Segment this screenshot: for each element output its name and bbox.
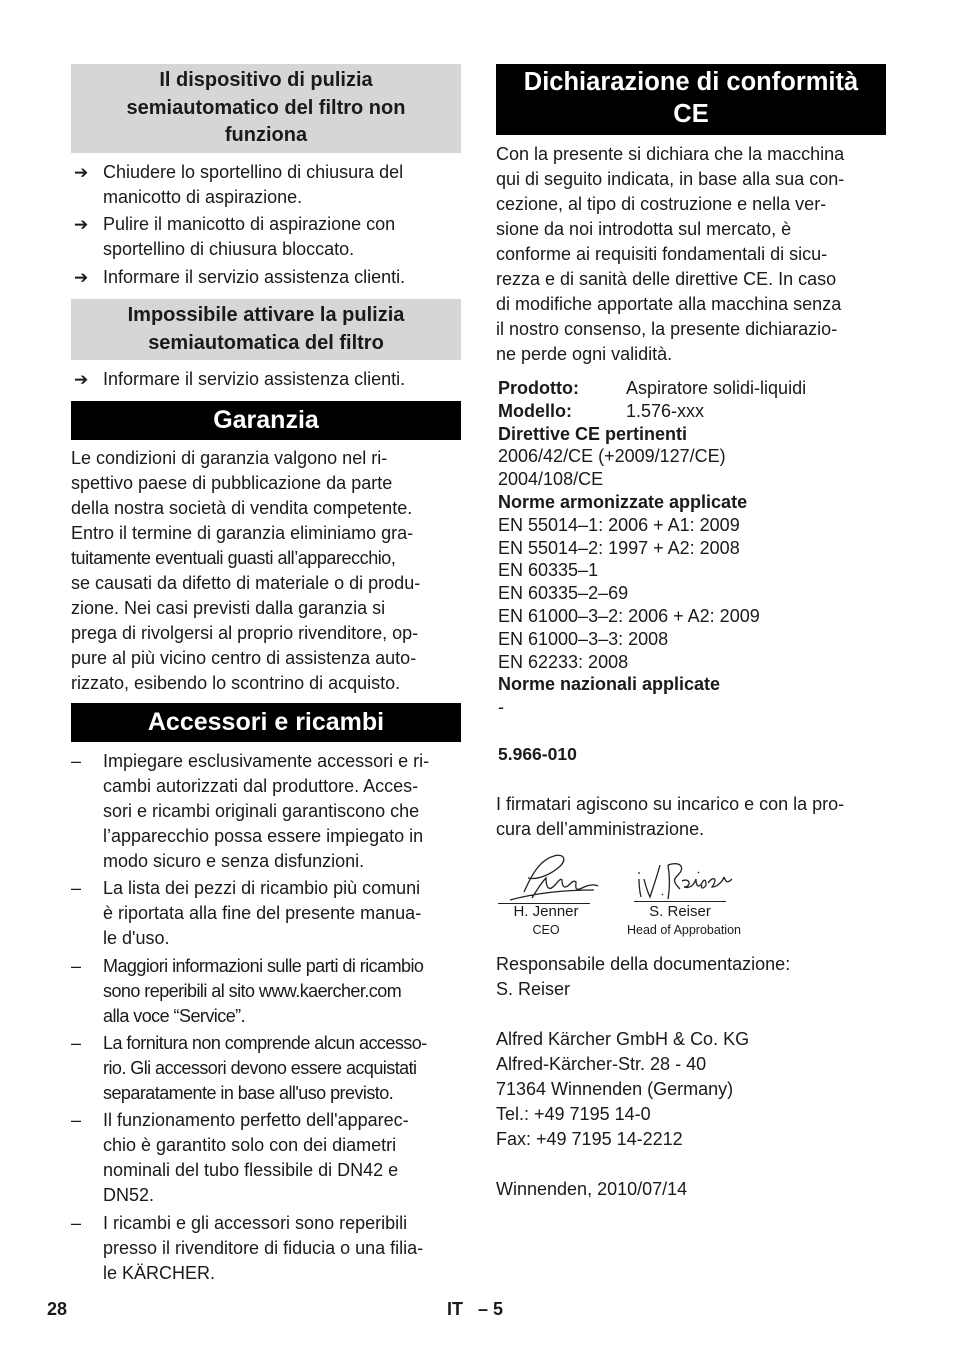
place-and-date: Winnenden, 2010/07/14 xyxy=(496,1179,688,1199)
signer2-role: Head of Approbation xyxy=(627,923,741,937)
dash-bullet: – xyxy=(71,1033,82,1053)
signature-reiser xyxy=(634,855,734,905)
heading-line: CE xyxy=(673,100,709,128)
list-item: – I ricambi e gli accessori sono reperibili presso il rivenditore di fiducia o una filia- le KÄRCHER. xyxy=(71,1213,424,1283)
signer1-role: CEO xyxy=(532,923,560,937)
heading-line: Impossibile attivare la pulizia xyxy=(127,304,405,326)
list-item: – La lista dei pezzi di ricambio più comuni è riportata alla fine del presente manua- le d'uso. xyxy=(71,878,422,948)
heading-line: semiautomatica del filtro xyxy=(148,331,384,354)
garanzia-paragraph: Le condizioni di garanzia valgono nel ri- spettivo paese di pubblicazione da parte della nostra società di vendita competente. Entro il termine di garanzia eliminiamo gra- tuitamente eventuali guasti all’apparecchio, se causati da difetto di materiale o di produ- zione. Nei casi previsti dalla garanzia si prega di rivolgersi al proprio rivenditore, op- pure al più vicino centro di assistenza auto- rizzato, esibendo lo scontrino di acquisto. xyxy=(71,448,421,693)
heading-line: Dichiarazione di conformità xyxy=(523,68,859,96)
signer1-name: H. Jenner xyxy=(513,903,579,920)
heading-line: Il dispositivo di pulizia xyxy=(159,69,373,91)
signature-line xyxy=(634,901,726,902)
instruction-item: ➔ Informare il servizio assistenza clienti. xyxy=(71,367,461,392)
heading-line: funziona xyxy=(224,124,308,146)
arrow-icon: ➔ xyxy=(74,370,89,389)
arrow-icon: ➔ xyxy=(74,268,89,287)
section-heading-accessori: Accessori e ricambi xyxy=(71,703,461,742)
section-heading-garanzia: Garanzia xyxy=(71,401,461,440)
section-heading-cannot-activate-cleaning xyxy=(71,299,461,360)
national-norms-label: Norme nazionali applicate xyxy=(498,674,721,695)
document-number: 5.966-010 xyxy=(498,744,577,764)
list-item: – Impiegare esclusivamente accessori e ri- cambi autorizzati dal produttore. Acces- sori e ricambi originali garantiscono che l’apparecchio possa essere impiegato in modo sicuro e senza disfunzioni. xyxy=(71,751,430,871)
list-item: – Maggiori informazioni sulle parti di ricambio sono reperibili al sito www.kaercher.com alla voce “Service”. xyxy=(71,956,424,1026)
dash-bullet: – xyxy=(71,878,82,898)
dash-bullet: – xyxy=(71,751,82,771)
language-page-indicator: IT – 5 xyxy=(447,1299,504,1319)
dash-bullet: – xyxy=(71,1110,82,1130)
section-heading-dichiarazione xyxy=(496,64,886,135)
heading-line: semiautomatico del filtro non xyxy=(126,96,406,119)
list-item: – Il funzionamento perfetto dell'apparec- chio è garantito solo con dei diametri nominali del tubo flessibile di DN42 e DN52. xyxy=(71,1110,409,1205)
arrow-icon: ➔ xyxy=(74,163,89,182)
directives-label: Direttive CE pertinenti xyxy=(498,423,688,444)
signatories-note: I firmatari agiscono su incarico e con la pro- cura dell’amministrazione. xyxy=(496,794,845,839)
dash-bullet: – xyxy=(71,1213,82,1233)
list-item: – La fornitura non comprende alcun accesso- rio. Gli accessori devono essere acquistati separatamente in base all'uso previsto. xyxy=(71,1033,427,1103)
company-address: Alfred Kärcher GmbH & Co. KG Alfred-Kärcher-Str. 28 - 40 71364 Winnenden (Germany) Tel.: +49 7195 14-0 Fax: +49 7195 14-2212 xyxy=(496,1029,750,1149)
instruction-item: ➔ Pulire il manicotto di aspirazione con sportellino di chiusura bloccato. xyxy=(74,214,396,259)
section-heading-filter-cleaning-not-working xyxy=(71,64,461,153)
dash-bullet: – xyxy=(71,956,82,976)
instruction-item: ➔ Informare il servizio assistenza clienti. xyxy=(71,265,461,290)
declaration-intro: Con la presente si dichiara che la macchina qui di seguito indicata, in base alla sua con- cezione, al tipo di costruzione e nella ver- sione da noi introdotta sul mercato, è conforme ai requisiti fondamentali di sicu- rezza e di sanità delle direttive CE. In caso di modifiche apportate alla macchina senza il nostro consenso, la presente dichiarazio- ne perde ogni validità. xyxy=(496,144,845,364)
arrow-icon: ➔ xyxy=(74,215,89,234)
instruction-item: ➔ Chiudere lo sportellino di chiusura del manicotto di aspirazione. xyxy=(74,162,404,207)
harmonized-norms-label: Norme armonizzate applicate xyxy=(498,491,748,512)
documentation-responsible: Responsabile della documentazione: S. Reiser xyxy=(496,954,791,999)
signature-jenner xyxy=(502,848,602,908)
spec-row-prodotto: Prodotto: Aspiratore solidi-liquidi xyxy=(498,378,807,398)
spec-row-modello: Modello: 1.576-xxx xyxy=(498,400,705,421)
signer2-name: S. Reiser xyxy=(649,903,711,920)
page-number: 28 xyxy=(47,1299,68,1319)
product-specs: Prodotto: Aspiratore solidi-liquidi Modello: 1.576-xxx Direttive CE pertinenti 2006/42/CE (+2009/127/CE) 2004/108/CE Norme armonizzate applicate EN 55014–1: 2006 + A1: 2009 EN 55014–2: 1997 + A2: 2008 EN 60335–1 EN 60335–2–69 EN 61000–3–2: 2006 + A2: 2009 EN 61000–3–3: 2008 EN 62233: 2008 Norme nazionali applicate - xyxy=(498,377,888,719)
